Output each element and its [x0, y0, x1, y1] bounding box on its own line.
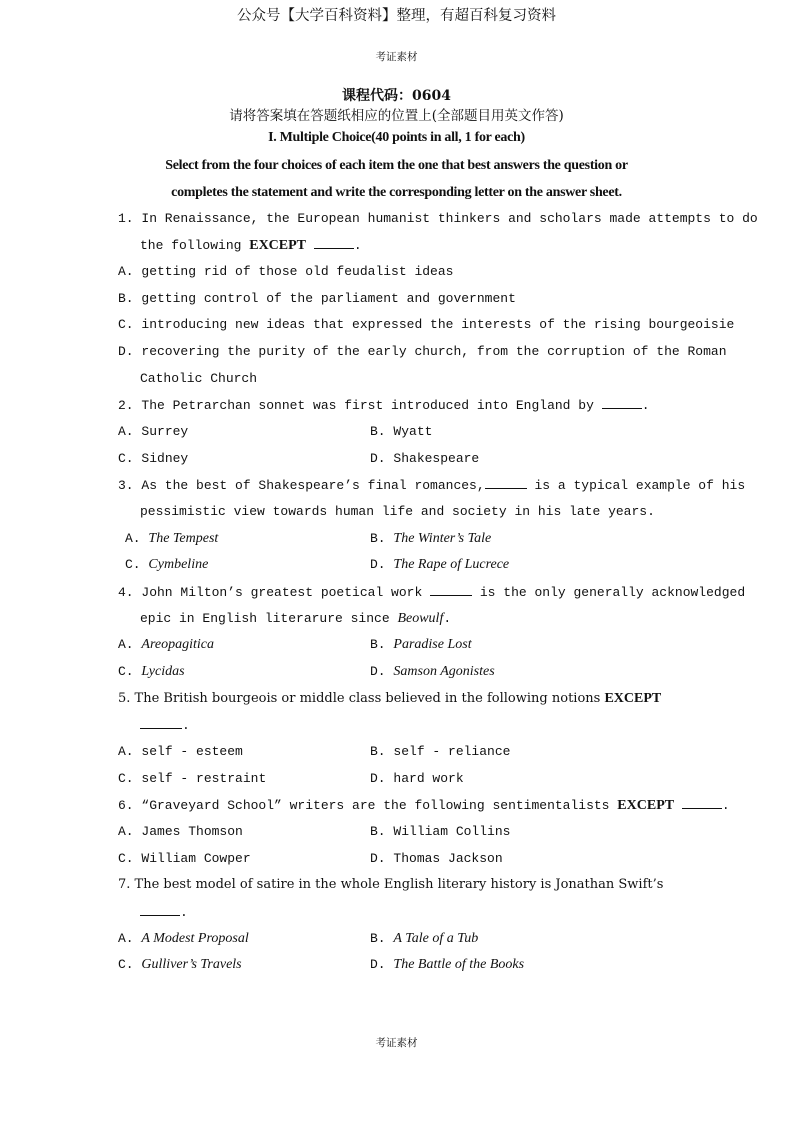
question-1-option-d-continued: Catholic Church: [140, 371, 258, 386]
question-7-option-d: D. The Battle of the Books: [370, 957, 525, 972]
question-5-period: .: [182, 718, 190, 733]
section-title: I. Multiple Choice(40 points in all, 1 for each): [268, 130, 525, 145]
question-1-option-a: A. getting rid of those old feudalist ideas: [118, 264, 454, 279]
watermark-text: 公众号【大学百科资料】整理，有超百科复习资料: [237, 8, 556, 24]
question-5-option-b: B. self - reliance: [370, 744, 511, 759]
question-5-option-d: D. hard work: [370, 771, 464, 786]
question-5-option-c: C. self - restraint: [118, 771, 267, 786]
question-1-answer-blank: [314, 237, 354, 249]
question-1-period: .: [353, 238, 362, 253]
question-4-stem-text-2: epic in English literarure since: [140, 611, 390, 626]
question-5-option-a: A. self - esteem: [118, 744, 243, 759]
question-1-stem-line-2: [140, 237, 362, 254]
question-6-option-a: A. James Thomson: [118, 824, 243, 839]
question-7-period: .: [180, 905, 188, 920]
question-3-option-d: D. The Rape of Lucrece: [370, 557, 510, 572]
course-code: 课程代码：0604: [342, 88, 451, 104]
question-6-stem-text: 6. “Graveyard School” writers are the following sentimentalists: [118, 798, 610, 813]
question-6-option-b: B. William Collins: [370, 824, 511, 839]
question-7-stem-line-1: 7. The best model of satire in the whole English literary history is Jonathan Swift’s: [118, 877, 664, 892]
question-1-option-b: B. getting control of the parliament and government: [118, 291, 516, 306]
question-4-option-c: C. Lycidas: [118, 664, 185, 679]
question-6-except: EXCEPT: [617, 798, 675, 813]
question-2-option-c: C. Sidney: [118, 451, 189, 466]
question-6-stem: [118, 797, 730, 814]
question-5-answer-blank: [140, 717, 182, 729]
footer-label: 考证素材: [375, 1037, 418, 1049]
question-3-stem-text-after: is a typical example of his: [534, 478, 746, 493]
question-6-answer-blank: [682, 797, 722, 809]
question-5-except: EXCEPT: [604, 691, 662, 706]
question-2-option-d: D. Shakespeare: [370, 451, 480, 466]
question-4-option-b: B. Paradise Lost: [370, 637, 472, 652]
question-1-option-c: C. introducing new ideas that expressed the interests of the rising bourgeoisie: [118, 317, 735, 332]
question-7-stem-line-2: [140, 904, 188, 920]
question-4-stem-line-1: [118, 584, 745, 600]
question-4-period: .: [443, 611, 452, 626]
answer-instruction: 请将答案填在答题纸相应的位置上(全部题目用英文作答): [229, 108, 564, 124]
question-3-option-a: A. The Tempest: [125, 531, 219, 546]
header-label: 考证素材: [375, 51, 418, 63]
question-1-stem-line-1: 1. In Renaissance, the European humanist thinkers and scholars made attempts to do: [118, 211, 758, 226]
question-3-stem-text: 3. As the best of Shakespeare’s final romances,: [118, 478, 485, 493]
question-2-stem-text: 2. The Petrarchan sonnet was first introduced into England by: [118, 398, 594, 413]
question-4-stem-line-2: [140, 611, 451, 627]
question-2-period: .: [641, 398, 650, 413]
question-2-option-b: B. Wyatt: [370, 424, 433, 439]
directions-line-1: Select from the four choices of each item the one that best answers the question or: [165, 158, 628, 173]
question-4-answer-blank: [430, 584, 472, 596]
question-2-option-a: A. Surrey: [118, 424, 189, 439]
question-6-period: .: [721, 798, 730, 813]
question-3-option-c: C. Cymbeline: [125, 557, 209, 572]
question-4-stem-text-after: is the only generally acknowledged: [479, 585, 746, 600]
question-6-option-d: D. Thomas Jackson: [370, 851, 503, 866]
question-4-option-a: A. Areopagitica: [118, 637, 214, 652]
question-3-answer-blank: [485, 477, 527, 489]
question-7-option-a: A. A Modest Proposal: [118, 931, 249, 946]
question-4-option-d: D. Samson Agonistes: [370, 664, 495, 679]
question-1-stem-text: the following: [140, 238, 242, 253]
question-5-stem-line-1: [118, 691, 661, 707]
directions-line-2: completes the statement and write the corresponding letter on the answer sheet.: [171, 185, 622, 200]
question-3-option-b: B. The Winter’s Tale: [370, 531, 492, 546]
question-2-answer-blank: [602, 397, 642, 409]
question-2-stem: [118, 397, 650, 413]
question-4-stem-text: 4. John Milton’s greatest poetical work: [118, 585, 423, 600]
question-7-answer-blank: [140, 904, 180, 916]
question-6-option-c: C. William Cowper: [118, 851, 251, 866]
question-3-stem-line-2: pessimistic view towards human life and society in his late years.: [140, 504, 655, 519]
question-7-option-b: B. A Tale of a Tub: [370, 931, 479, 946]
question-5-stem-line-2: [140, 717, 190, 733]
question-7-option-c: C. Gulliver’s Travels: [118, 957, 242, 972]
question-3-stem-line-1: [118, 477, 745, 493]
question-5-stem-text: 5. The British bourgeois or middle class believed in the following notions: [118, 691, 601, 706]
question-1-option-d: D. recovering the purity of the early church, from the corruption of the Roman: [118, 344, 727, 359]
question-4-beowulf: Beowulf: [397, 611, 444, 626]
question-1-except: EXCEPT: [249, 238, 307, 253]
